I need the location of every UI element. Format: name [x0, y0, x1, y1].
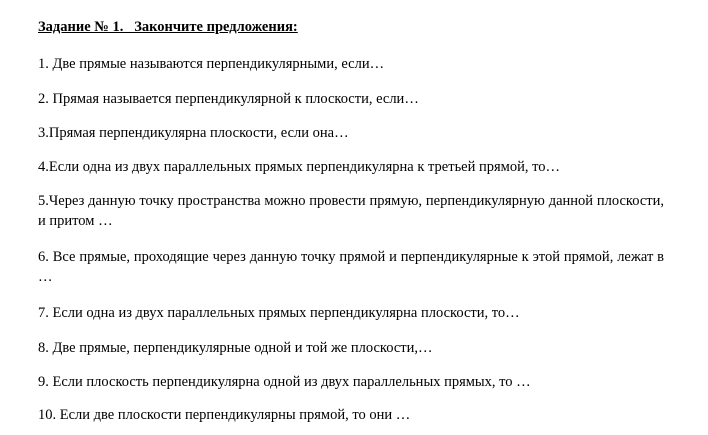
sentence-item-1: 1. Две прямые называются перпендикулярными, если…: [38, 56, 385, 72]
sentence-item-10: 10. Если две плоскости перпендикулярны прямой, то они …: [38, 407, 411, 423]
sentence-item-4: 4.Если одна из двух параллельных прямых перпендикулярна к третьей прямой, то…: [38, 159, 561, 175]
task-title: Задание № 1. Закончите предложения:: [38, 19, 298, 35]
sentence-item-9: 9. Если плоскость перпендикулярна одной из двух параллельных прямых, то …: [38, 374, 531, 390]
sentence-item-2: 2. Прямая называется перпендикулярной к плоскости, если…: [38, 91, 419, 107]
sentence-item-3: 3.Прямая перпендикулярна плоскости, если она…: [38, 125, 349, 141]
sentence-item-7: 7. Если одна из двух параллельных прямых перпендикулярна плоскости, то…: [38, 305, 520, 321]
sentence-item-8: 8. Две прямые, перпендикулярные одной и той же плоскости,…: [38, 340, 433, 356]
sentence-item-5: 5.Через данную точку пространства можно провести прямую, перпендикулярную данной плоскости, и притом …: [38, 193, 664, 229]
sentence-item-6: 6. Все прямые, проходящие через данную точку прямой и перпендикулярные к этой прямой, лежат в …: [38, 249, 664, 285]
